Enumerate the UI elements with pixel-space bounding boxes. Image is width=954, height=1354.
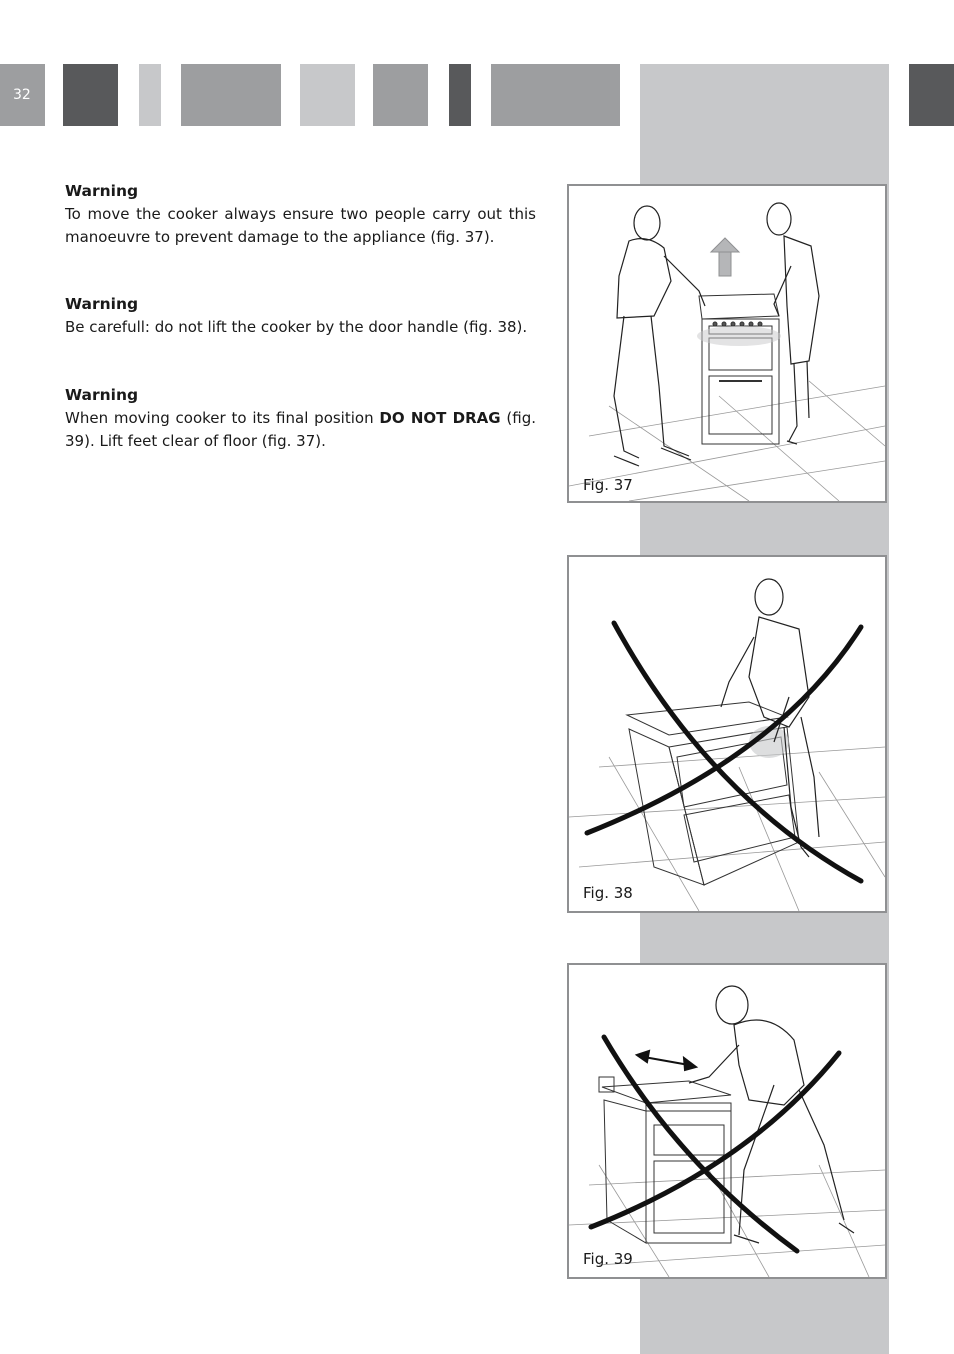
warning-text-part: When moving cooker to its final position xyxy=(65,409,380,427)
header-block xyxy=(373,64,428,126)
warning-title: Warning xyxy=(65,182,139,200)
warning-1 xyxy=(65,180,536,249)
header-block xyxy=(63,64,118,126)
header-block xyxy=(909,64,954,126)
warning-text xyxy=(65,407,536,453)
header-block xyxy=(181,64,281,126)
two-people-lifting-cooker-illustration xyxy=(569,186,885,501)
warning-emphasis: DO NOT DRAG xyxy=(379,409,501,427)
header-block xyxy=(449,64,471,126)
warning-title: Warning xyxy=(65,295,139,313)
warning-2 xyxy=(65,293,536,339)
figure-label: Fig. 38 xyxy=(583,884,633,902)
warning-text: To move the cooker always ensure two people carry out this manoeuvre to prevent damage to the appliance (fig. 37). xyxy=(65,205,536,246)
warning-text-part: (fig. 39). Lift feet clear of floor (fig. 37). xyxy=(65,409,537,450)
header-block xyxy=(139,64,161,126)
warning-title: Warning xyxy=(65,386,139,404)
figure-37 xyxy=(567,184,887,503)
page-number: 32 xyxy=(0,64,45,126)
lifting-by-door-handle-crossed-out-illustration xyxy=(569,557,885,911)
figure-label: Fig. 39 xyxy=(583,1250,633,1268)
dragging-cooker-crossed-out-illustration xyxy=(569,965,885,1277)
header-block xyxy=(491,64,620,126)
figure-39 xyxy=(567,963,887,1279)
header-block xyxy=(300,64,355,126)
figure-label: Fig. 37 xyxy=(583,476,633,494)
warning-3 xyxy=(65,384,536,453)
figure-38 xyxy=(567,555,887,913)
warning-text: Be carefull: do not lift the cooker by the door handle (fig. 38). xyxy=(65,318,528,336)
